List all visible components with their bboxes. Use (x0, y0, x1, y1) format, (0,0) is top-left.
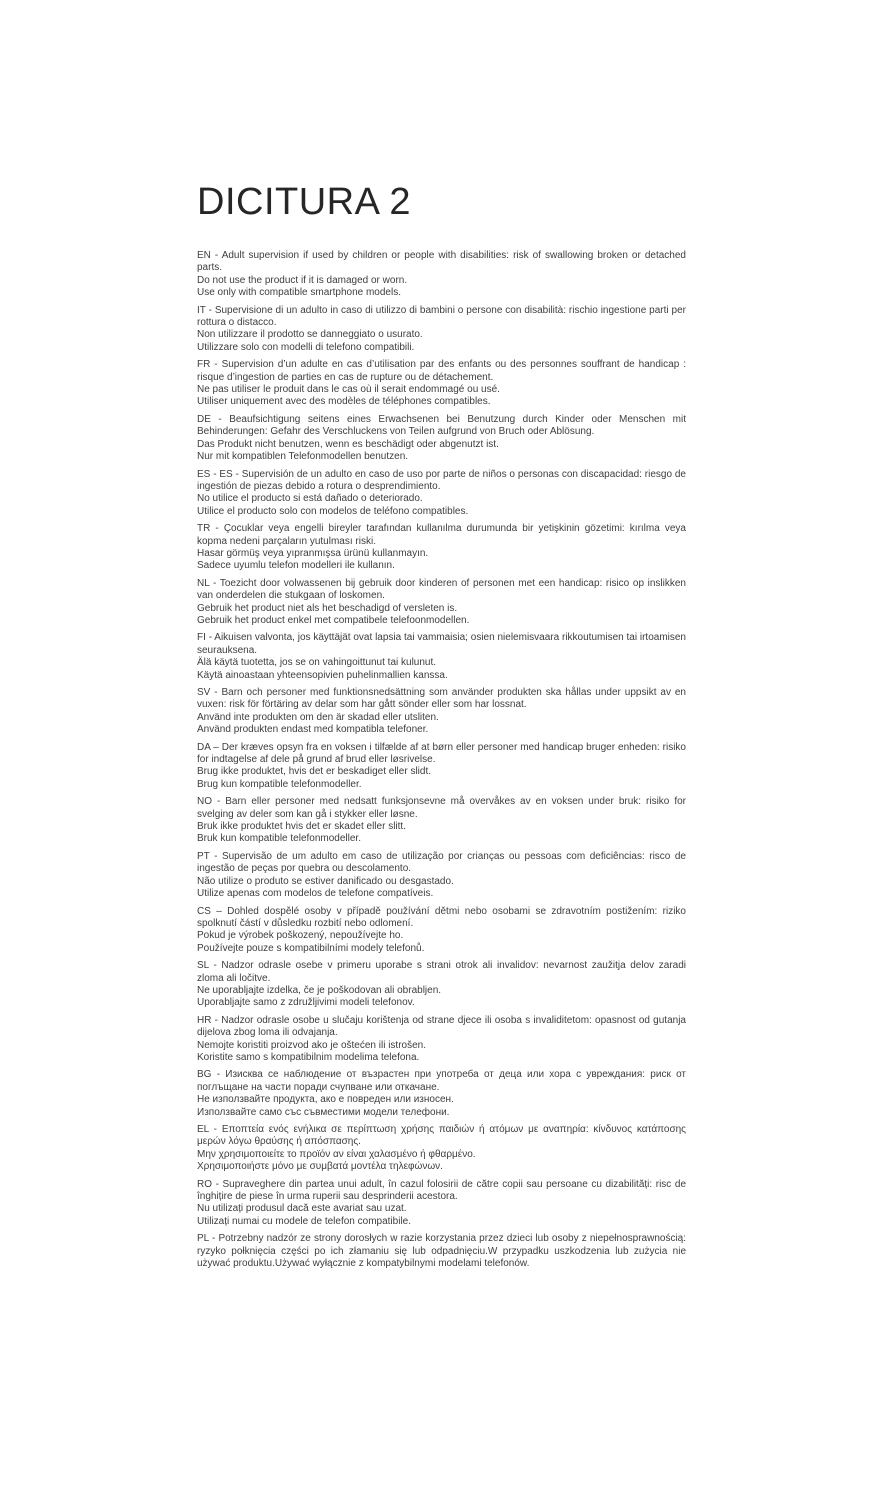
warning-line: Käytä ainoastaan yhteensopivien puhelinmallien kanssa. (197, 669, 448, 681)
warning-paragraph-pl (197, 1233, 686, 1270)
warning-paragraph-de (197, 414, 686, 464)
warning-line: FI - Aikuisen valvonta, jos käyttäjät ovat lapsia tai vammaisia; osien nielemisvaara rikkoutumisen tai irtoamisen seurauksena. (197, 632, 686, 656)
warning-line: Използвайте само със съвместими модели телефони. (197, 1106, 450, 1118)
warning-line: DE - Beaufsichtigung seitens eines Erwachsenen bei Benutzung durch Kinder oder Menschen mit Behinderungen: Gefahr des Verschluckens von Teilen aufgrund von Bruch oder Ablösung. (197, 413, 686, 438)
warning-line: Gebruik het product enkel met compatibele telefoonmodellen. (197, 614, 470, 626)
warning-line: Das Produkt nicht benutzen, wenn es beschädigt oder abgenutzt ist. (197, 438, 499, 450)
warning-line: Používejte pouze s kompatibilními modely telefonů. (197, 942, 425, 954)
warning-paragraph-sl (197, 960, 686, 1010)
warning-line: Använd produkten endast med kompatibla telefoner. (197, 724, 429, 736)
warning-paragraph-pt (197, 851, 686, 901)
warning-line: Use only with compatible smartphone models. (197, 287, 401, 299)
warning-line: Bruk kun kompatible telefonmodeller. (197, 833, 361, 845)
warning-paragraph-bg (197, 1069, 686, 1119)
warning-line: TR - Çocuklar veya engelli bireyler tarafından kullanılma durumunda bir yetişkinin gözetimi: kırılma veya kopma nedeni parçaların yutulması riski. (197, 523, 686, 547)
warning-line: Ne uporabljajte izdelka, če je poškodovan ali obrabljen. (197, 984, 442, 996)
page-title: DICITURA 2 (197, 181, 412, 223)
warning-paragraph-ro (197, 1179, 686, 1229)
warning-line: Não utilize o produto se estiver danificado ou desgastado. (197, 875, 454, 887)
warning-paragraph-da (197, 742, 686, 792)
warning-paragraph-es (197, 469, 686, 519)
warning-line: Bruk ikke produktet hvis det er skadet eller slitt. (197, 821, 406, 833)
warning-line: NO - Barn eller personer med nedsatt funksjonsevne må overvåkes av en voksen under bruk: risiko for svelging av deler som kan gå i stykker eller løsne. (197, 796, 686, 820)
warning-line: Koristite samo s kompatibilnim modelima telefona. (197, 1051, 420, 1063)
warning-line: IT - Supervisione di un adulto in caso di utilizzo di bambini o persone con disabilità: rischio ingestione parti per rottura o distacco. (197, 304, 686, 329)
warning-line: No utilice el producto si está dañado o deteriorado. (197, 493, 423, 505)
warning-line: NL - Toezicht door volwassenen bij gebruik door kinderen of personen met een handicap: risico op inslikken van onderdelen die stukgaan of loskomen. (197, 577, 686, 602)
warning-line: EN - Adult supervision if used by children or people with disabilities: risk of swallowing broken or detached parts. (197, 250, 686, 274)
warning-paragraph-el (197, 1124, 686, 1174)
warning-line: HR - Nadzor odrasle osobe u slučaju korištenja od strane djece ili osoba s invaliditetom: opasnost od gutanja dijelova zbog loma ili odvajanja. (197, 1014, 686, 1039)
warning-line: Älä käytä tuotetta, jos se on vahingoittunut tai kulunut. (197, 657, 437, 669)
warnings-list (197, 250, 686, 1270)
warning-line: Utiliser uniquement avec des modèles de téléphones compatibles. (197, 396, 491, 408)
warning-line: Utilizați numai cu modele de telefon compatibile. (197, 1215, 411, 1227)
warning-line: Ne pas utiliser le produit dans le cas où il serait endommagé ou usé. (197, 384, 500, 396)
warning-line: ES - ES - Supervisión de un adulto en caso de uso por parte de niños o personas con discapacidad: riesgo de ingestión de piezas debido a rotura o desprendimiento. (197, 468, 686, 492)
warning-line: Brug kun kompatible telefonmodeller. (197, 778, 362, 790)
warning-line: Gebruik het product niet als het beschadigd of versleten is. (197, 602, 458, 614)
warning-line: Χρησιμοποιήστε μόνο με συμβατά μοντέλα τηλεφώνων. (197, 1161, 443, 1173)
warning-line: Utilice el producto solo con modelos de teléfono compatibles. (197, 505, 469, 517)
warning-paragraph-fi (197, 632, 686, 682)
warning-line: BG - Изисква се наблюдение от възрастен при употреба от деца или хора с увреждания: риск от поглъщане на части поради счупване или откачане. (197, 1069, 686, 1093)
warning-paragraph-nl (197, 578, 686, 628)
warning-line: RO - Supraveghere din partea unui adult, în cazul folosirii de către copii sau persoane cu dizabilități: risc de înghițire de piese în urma ruperii sau desprinderii acestora. (197, 1178, 686, 1203)
warning-line: Sadece uyumlu telefon modelleri ile kullanın. (197, 560, 395, 572)
warning-line: PL - Potrzebny nadzór ze strony dorosłych w razie korzystania przez dzieci lub osoby z niepełnosprawnością: ryzyko połknięcia części po ich złamaniu się lub odpadnięciu.W przypadku uszkodzenia lub zużycia nie używać produktu.Używać wyłącznie z kompatybilnymi modelami telefonów. (197, 1233, 686, 1270)
warning-paragraph-cs (197, 906, 686, 956)
warning-paragraph-hr (197, 1015, 686, 1065)
warning-line: Do not use the product if it is damaged or worn. (197, 274, 408, 286)
warning-paragraph-fr (197, 359, 686, 409)
warning-line: EL - Εποπτεία ενός ενήλικα σε περίπτωση χρήσης παιδιών ή ατόμων με αναπηρία: κίνδυνος κατάποσης μερών λόγω θραύσης ή απόσπασης. (197, 1124, 686, 1148)
warning-line: FR - Supervision d’un adulte en cas d’utilisation par des enfants ou des personnes souffrant de handicap : risque d’ingestion de parties en cas de rupture ou de détachement. (197, 359, 686, 383)
warning-line: DA – Der kræves opsyn fra en voksen i tilfælde af at børn eller personer med handicap bruger enheden: risiko for indtagelse af dele på grund af brud eller løsrivelse. (197, 741, 686, 766)
warning-line: PT - Supervisão de um adulto em caso de utilização por crianças ou pessoas com deficiências: risco de ingestão de peças por quebra ou descolamento. (197, 850, 686, 875)
warning-line: Uporabljajte samo z združljivimi modeli telefonov. (197, 997, 415, 1009)
warning-line: Nemojte koristiti proizvod ako je oštećen ili istrošen. (197, 1039, 426, 1051)
warning-line: Nu utilizați produsul dacă este avariat sau uzat. (197, 1203, 407, 1215)
warning-line: Μην χρησιμοποιείτε το προϊόν αν είναι χαλασμένο ή φθαρμένο. (197, 1148, 476, 1160)
warning-paragraph-it (197, 305, 686, 355)
warning-line: Pokud je výrobek poškozený, nepoužívejte ho. (197, 930, 404, 942)
warning-line: Brug ikke produktet, hvis det er beskadiget eller slidt. (197, 766, 432, 778)
warning-line: Använd inte produkten om den är skadad eller utsliten. (197, 711, 439, 723)
document-content (197, 181, 686, 1275)
warning-line: Utilizzare solo con modelli di telefono compatibili. (197, 341, 415, 353)
warning-line: Nur mit kompatiblen Telefonmodellen benutzen. (197, 451, 409, 463)
warning-line: SV - Barn och personer med funktionsnedsättning som använder produkten ska hållas under uppsikt av en vuxen: risk för förtäring av delar som har gått sönder eller som har lossnat. (197, 687, 686, 711)
warning-line: Hasar görmüş veya yıpranmışsa ürünü kullanmayın. (197, 547, 429, 559)
warning-line: Utilize apenas com modelos de telefone compatíveis. (197, 888, 434, 900)
warning-paragraph-tr (197, 523, 686, 573)
warning-line: SL - Nadzor odrasle osebe v primeru uporabe s strani otrok ali invalidov: nevarnost zaužitja delov zaradi zloma ali ločitve. (197, 960, 686, 984)
warning-paragraph-en (197, 250, 686, 300)
warning-paragraph-no (197, 796, 686, 846)
warning-line: Не използвайте продукта, ако е повреден или износен. (197, 1094, 454, 1106)
warning-line: CS – Dohled dospělé osoby v případě používání dětmi nebo osobami se zdravotním postižením: riziko spolknutí částí v důsledku rozbití nebo odlomení. (197, 905, 686, 929)
warning-line: Non utilizzare il prodotto se danneggiato o usurato. (197, 329, 423, 341)
warning-paragraph-sv (197, 687, 686, 737)
